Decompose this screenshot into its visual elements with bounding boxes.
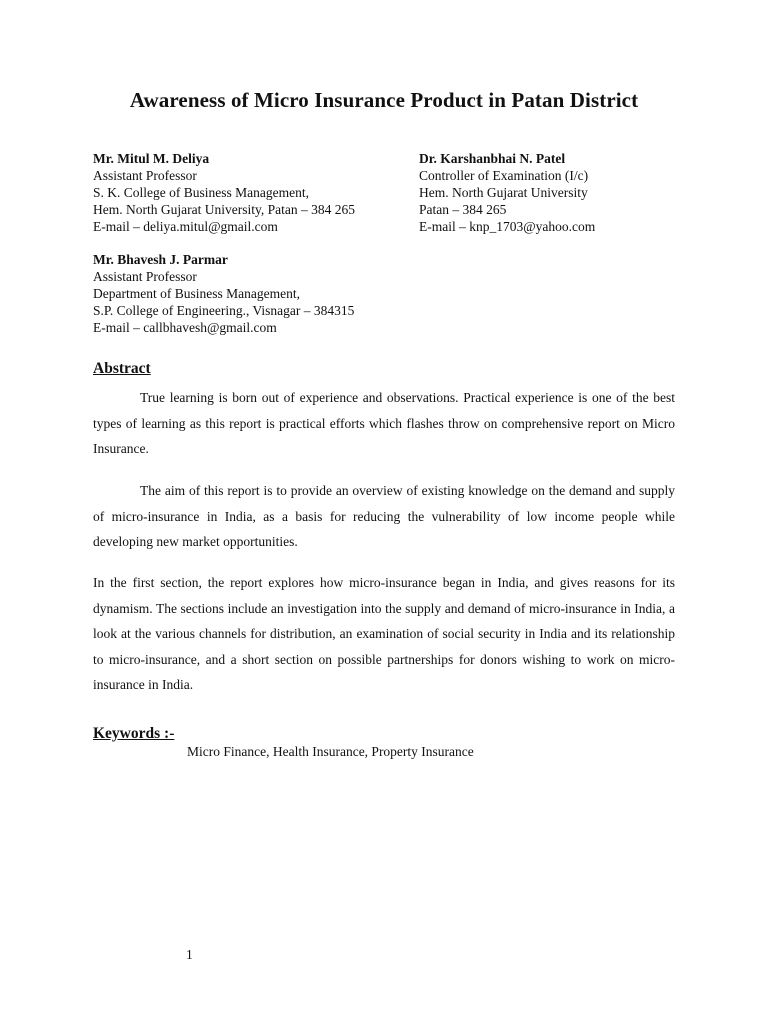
author-email: E-mail – deliya.mitul@gmail.com bbox=[93, 219, 278, 234]
page-number: 1 bbox=[186, 947, 193, 962]
abstract-paragraph-1: True learning is born out of experience and observations. Practical experience is one of the best types of learning as this report is practical efforts which flashes throw on comprehensive report on Micro Insurance. bbox=[93, 390, 675, 456]
author-name: Dr. Karshanbhai N. Patel bbox=[419, 151, 566, 166]
author-designation: Assistant Professor bbox=[93, 269, 197, 284]
author-designation: Assistant Professor bbox=[93, 168, 197, 183]
paper-title: Awareness of Micro Insurance Product in Patan District bbox=[129, 88, 639, 112]
author-address: Hem. North Gujarat University, Patan – 384 265 bbox=[93, 202, 355, 217]
author-designation: Controller of Examination (I/c) bbox=[419, 168, 589, 183]
keywords-heading: Keywords :- bbox=[93, 725, 175, 742]
author-block-parmar bbox=[93, 251, 354, 336]
author-name: Mr. Mitul M. Deliya bbox=[93, 151, 210, 166]
author-email: E-mail – callbhavesh@gmail.com bbox=[93, 320, 277, 335]
author-institution: S. K. College of Business Management, bbox=[93, 185, 309, 200]
author-block-patel bbox=[419, 150, 595, 235]
author-institution: Department of Business Management, bbox=[93, 286, 300, 301]
author-institution: Hem. North Gujarat University bbox=[419, 185, 588, 200]
author-address: Patan – 384 265 bbox=[419, 202, 507, 217]
abstract-heading: Abstract bbox=[93, 360, 151, 377]
author-address: S.P. College of Engineering., Visnagar – 384315 bbox=[93, 303, 355, 318]
author-name: Mr. Bhavesh J. Parmar bbox=[93, 252, 228, 267]
abstract-paragraph-2: The aim of this report is to provide an overview of existing knowledge on the demand and supply of micro-insurance in India, as a basis for reducing the vulnerability of low income people while developing new market opportunities. bbox=[93, 483, 675, 549]
keywords-text: Micro Finance, Health Insurance, Property Insurance bbox=[187, 744, 474, 759]
abstract-paragraph-3: In the first section, the report explores how micro-insurance began in India, and gives reasons for its dynamism. The sections include an investigation into the supply and demand of micro-insurance in India, a look at the various channels for distribution, an examination of social security in India and its relationship to micro-insurance, and a short section on possible partnerships for donors wishing to work on micro-insurance in India. bbox=[93, 575, 675, 692]
author-block-deliya bbox=[93, 150, 355, 235]
author-email: E-mail – knp_1703@yahoo.com bbox=[419, 219, 596, 234]
